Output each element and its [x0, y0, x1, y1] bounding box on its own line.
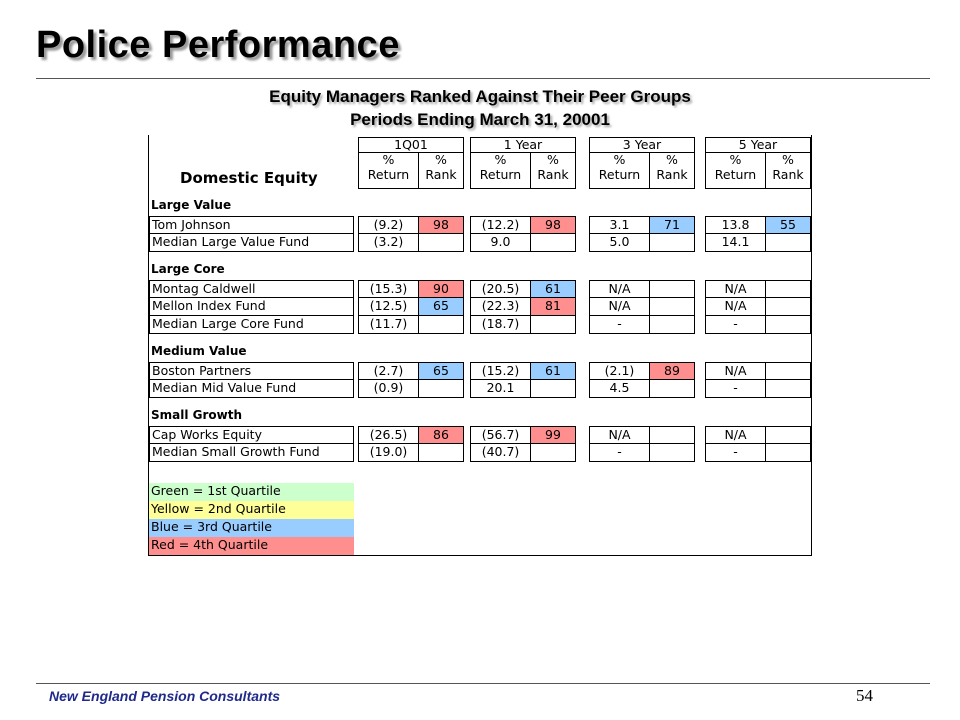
rank-value: 89	[649, 362, 695, 380]
title-divider	[36, 78, 930, 79]
return-value: (12.2)	[470, 216, 531, 234]
fund-name: Tom Johnson	[149, 216, 354, 234]
rank-col-bottom: Rank	[425, 167, 457, 182]
return-value: -	[705, 316, 766, 334]
rank-col-header	[765, 152, 811, 189]
return-value: N/A	[705, 280, 766, 298]
return-value: (26.5)	[358, 426, 419, 444]
fund-name: Median Large Core Fund	[149, 316, 354, 334]
return-value: N/A	[705, 362, 766, 380]
rank-value	[418, 444, 464, 462]
rank-value	[765, 316, 811, 334]
fund-name: Cap Works Equity	[149, 426, 354, 444]
rank-col-header	[418, 152, 464, 189]
rank-value: 65	[418, 298, 464, 316]
legend-item: Yellow = 2nd Quartile	[149, 501, 354, 519]
return-col-top: %	[494, 152, 507, 167]
return-value: -	[589, 316, 650, 334]
rank-value	[765, 298, 811, 316]
rank-value	[530, 234, 576, 252]
rank-value	[765, 280, 811, 298]
rank-value: 55	[765, 216, 811, 234]
section-label: Large Core	[151, 262, 225, 276]
return-value: (18.7)	[470, 316, 531, 334]
rank-value: 86	[418, 426, 464, 444]
return-value: 20.1	[470, 380, 531, 398]
return-value: (11.7)	[358, 316, 419, 334]
page-number: 54	[856, 686, 873, 705]
return-value: (40.7)	[470, 444, 531, 462]
return-value: N/A	[705, 426, 766, 444]
rank-col-bottom: Rank	[656, 167, 688, 182]
return-col-header	[358, 152, 419, 189]
period-header: 3 Year	[589, 137, 695, 153]
rank-col-header	[649, 152, 695, 189]
fund-name: Median Mid Value Fund	[149, 380, 354, 398]
rank-value	[530, 380, 576, 398]
return-value: (0.9)	[358, 380, 419, 398]
rank-value	[765, 426, 811, 444]
return-value: 13.8	[705, 216, 766, 234]
rank-value	[765, 444, 811, 462]
rank-col-bottom: Rank	[537, 167, 569, 182]
return-value: N/A	[589, 426, 650, 444]
return-value: (9.2)	[358, 216, 419, 234]
rank-value	[418, 234, 464, 252]
rank-value	[649, 380, 695, 398]
fund-name: Median Small Growth Fund	[149, 444, 354, 462]
rank-value	[530, 316, 576, 334]
rank-value	[649, 316, 695, 334]
return-value: N/A	[589, 280, 650, 298]
return-value: (20.5)	[470, 280, 531, 298]
rank-value	[765, 362, 811, 380]
subtitle-line-1: Equity Managers Ranked Against Their Peer Groups	[269, 87, 691, 106]
fund-name: Mellon Index Fund	[149, 298, 354, 316]
rank-value	[530, 444, 576, 462]
return-value: (56.7)	[470, 426, 531, 444]
rank-col-bottom: Rank	[772, 167, 804, 182]
rank-value: 61	[530, 280, 576, 298]
return-col-bottom: Return	[598, 167, 641, 182]
rank-value	[649, 298, 695, 316]
domestic-equity-header: Domestic Equity	[180, 169, 318, 187]
rank-value	[649, 234, 695, 252]
return-value: 4.5	[589, 380, 650, 398]
section-label: Small Growth	[151, 408, 243, 422]
rank-value: 90	[418, 280, 464, 298]
return-value: (3.2)	[358, 234, 419, 252]
section-label: Medium Value	[151, 344, 247, 358]
rank-value	[649, 280, 695, 298]
return-col-header	[705, 152, 766, 189]
fund-name: Montag Caldwell	[149, 280, 354, 298]
return-value: (22.3)	[470, 298, 531, 316]
rank-col-header	[530, 152, 576, 189]
return-col-header	[589, 152, 650, 189]
rank-value: 61	[530, 362, 576, 380]
return-value: 14.1	[705, 234, 766, 252]
return-col-top: %	[729, 152, 742, 167]
return-col-bottom: Return	[367, 167, 410, 182]
return-value: (19.0)	[358, 444, 419, 462]
legend-item: Blue = 3rd Quartile	[149, 519, 354, 537]
return-value: -	[589, 444, 650, 462]
rank-value: 81	[530, 298, 576, 316]
period-header: 1Q01	[358, 137, 464, 153]
return-value: 5.0	[589, 234, 650, 252]
rank-value	[418, 316, 464, 334]
return-col-top: %	[382, 152, 395, 167]
period-header: 5 Year	[705, 137, 811, 153]
rank-value	[418, 380, 464, 398]
footer-company: New England Pension Consultants	[49, 688, 281, 704]
rank-col-top: %	[435, 152, 447, 167]
legend-item: Red = 4th Quartile	[149, 537, 354, 555]
return-value: 9.0	[470, 234, 531, 252]
rank-value	[649, 444, 695, 462]
return-col-bottom: Return	[714, 167, 757, 182]
rank-col-top: %	[547, 152, 559, 167]
rank-value	[765, 234, 811, 252]
return-value: -	[705, 380, 766, 398]
period-header: 1 Year	[470, 137, 576, 153]
return-value: (2.1)	[589, 362, 650, 380]
return-col-header	[470, 152, 531, 189]
rank-col-top: %	[782, 152, 794, 167]
rank-value	[649, 426, 695, 444]
footer-divider	[36, 683, 930, 684]
fund-name: Median Large Value Fund	[149, 234, 354, 252]
rank-value: 98	[418, 216, 464, 234]
return-value: (15.2)	[470, 362, 531, 380]
return-value: N/A	[589, 298, 650, 316]
return-value: (15.3)	[358, 280, 419, 298]
rank-value: 65	[418, 362, 464, 380]
return-value: (12.5)	[358, 298, 419, 316]
return-value: (2.7)	[358, 362, 419, 380]
return-col-top: %	[613, 152, 626, 167]
slide-title: Police Performance	[36, 24, 400, 66]
legend-item: Green = 1st Quartile	[149, 483, 354, 501]
rank-value: 99	[530, 426, 576, 444]
return-value: -	[705, 444, 766, 462]
subtitle-line-2: Periods Ending March 31, 20001	[350, 110, 610, 129]
return-value: 3.1	[589, 216, 650, 234]
fund-name: Boston Partners	[149, 362, 354, 380]
section-label: Large Value	[151, 198, 232, 212]
return-value: N/A	[705, 298, 766, 316]
rank-col-top: %	[666, 152, 678, 167]
rank-value: 71	[649, 216, 695, 234]
return-col-bottom: Return	[479, 167, 522, 182]
rank-value: 98	[530, 216, 576, 234]
rank-value	[765, 380, 811, 398]
